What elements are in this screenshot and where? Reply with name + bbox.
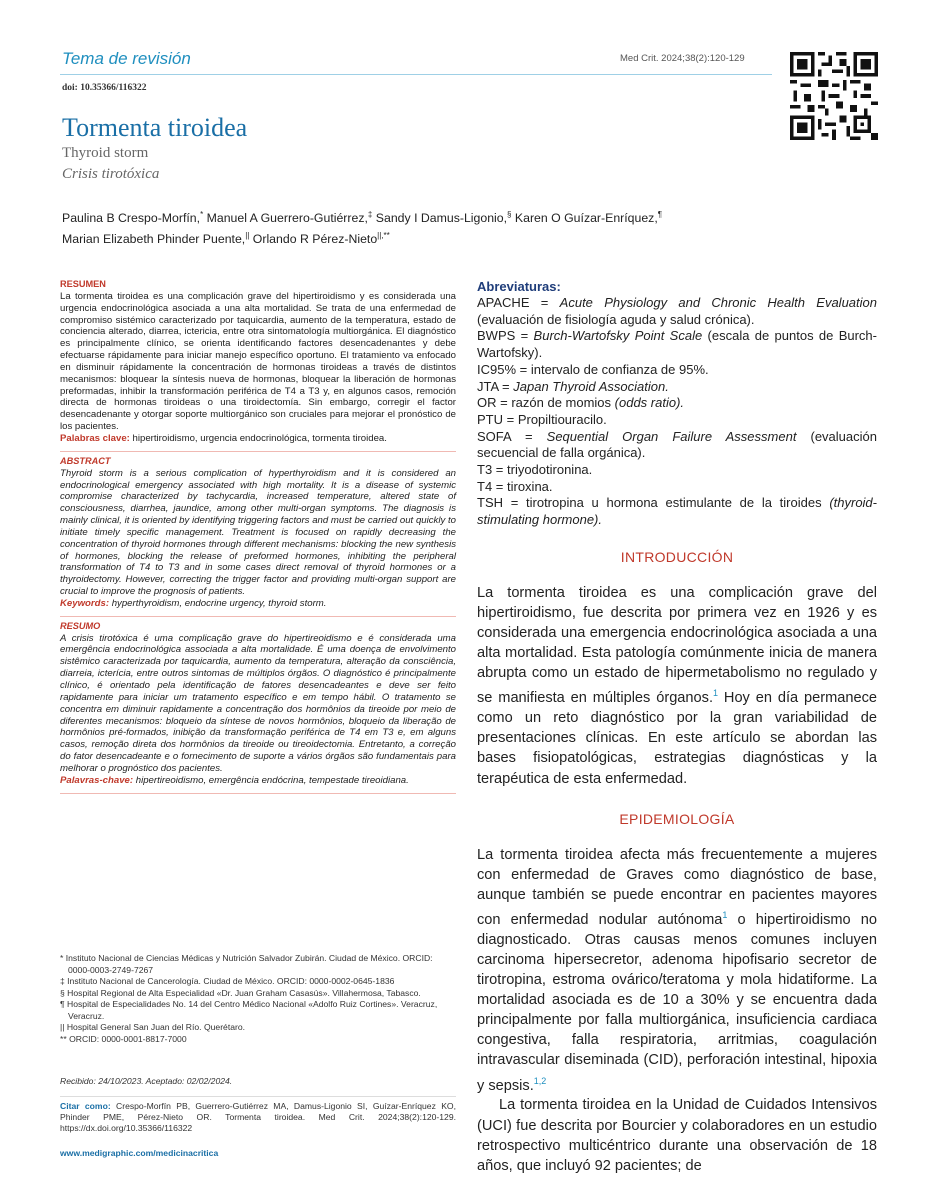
keywords-label: Keywords: [60, 597, 110, 609]
article-title: Tormenta tiroidea [62, 113, 248, 142]
abbr-term: SOFA = [477, 428, 547, 444]
author-mark: ||,** [377, 231, 390, 241]
abbr-term: OR = [477, 395, 512, 411]
author-name: Manuel A Guerrero-Gutiérrez, [206, 211, 368, 226]
abbr-term: BWPS = [477, 328, 534, 344]
abbreviation-item [477, 429, 877, 462]
para-text: La tormenta tiroidea afecta más frecuentemente a mujeres con enfermedad de Graves como diagnóstico de base, aunque también se puede encontrar en pacientes mayores con enfermedad nodular autónoma [477, 846, 877, 928]
abstract-section [60, 456, 456, 610]
section-divider [60, 616, 456, 617]
footnote-item: ‡ Instituto Nacional de Cancerología. Ciudad de México. ORCID: 0000-0002-0645-1836 [60, 976, 395, 986]
keywords-label: Palavras-chave: [60, 774, 134, 786]
article-title-english: Thyroid storm [62, 145, 149, 161]
abbreviation-item [477, 328, 877, 361]
keywords-value: hipertiroidismo, urgencia endocrinológica, tormenta tiroidea. [129, 432, 387, 444]
footnote-item: || Hospital General San Juan del Río. Querétaro. [60, 1022, 246, 1032]
author-name: Karen O Guízar-Enríquez, [514, 211, 658, 226]
author-name: Marian Elizabeth Phinder Puente, [62, 232, 246, 247]
abbr-def-italic: Acute Physiology and Chronic Health Evaluation [559, 295, 877, 310]
resumen-keywords [60, 433, 456, 445]
abbr-def: (evaluación secuencial de falla orgánica). [477, 428, 877, 461]
resumen-heading: RESUMEN [60, 279, 106, 289]
author-mark: ¶ [657, 210, 663, 219]
epidemiologia-heading: EPIDEMIOLOGÍA [619, 810, 735, 827]
abbreviation-item [477, 362, 877, 379]
epidemiologia-paragraph [477, 845, 877, 1096]
abbr-def-italic: (thyroid-stimulating hormone). [477, 495, 877, 528]
author-mark: || [245, 231, 250, 241]
abbr-def: tirotropina u hormona estimulante de la tiroides [526, 495, 830, 511]
abbr-def-italic: Sequential Organ Failure Assessment [546, 428, 797, 444]
author-mark: § [507, 210, 512, 219]
abbr-def-italic: (odds ratio). [614, 395, 685, 411]
abbr-def-italic: Japan Thyroid Association. [513, 378, 669, 394]
journal-citation: Med Crit. 2024;38(2):120-129 [620, 53, 745, 64]
introduccion-paragraph [477, 583, 877, 789]
footnote-item: ** ORCID: 0000-0001-8817-7000 [60, 1033, 187, 1044]
epidemiologia-paragraph: La tormenta tiroidea en la Unidad de Cuidados Intensivos (UCI) fue descrita por Bourcier y colaboradores en un estudio retrospectivo multicéntrico durante una observación de 18 años, que incluyó 92 pacientes; de [477, 1097, 877, 1174]
footnote-item: ¶ Hospital de Especialidades No. 14 del Centro Médico Nacional «Adolfo Ruiz Cortines». Veracruz, Veracruz. [60, 999, 438, 1021]
abbr-term: APACHE = [477, 295, 560, 310]
author-mark: * [200, 210, 204, 219]
abbreviations-heading: Abreviaturas: [477, 279, 561, 294]
abstract-text: Thyroid storm is a serious complication of hyperthyroidism and it is considered an endocrinological emergency associated with high mortality. It is a disease of systemic compromise characterized by tachycardia, increased temperature, altered state of consciousness, diarrhea, jaundice, among other multi-organ symptoms. The diagnosis is mainly clinical, it is oriented by identifying triggering factors and must be carried out quickly to initiate timely specific management. Treatment is focused on rapidly decreasing the concentration of thyroid hormones through different mechanisms: blocking the new synthesis of hormones, blocking the release of preformed hormones, inhibiting the peripheral transformation of T4 to T3 and in some cases direct removal of thyroid hormones or a thyroidectomy. However, correcting the trigger factor and providing multi-organ support are crucial to improve the prognosis of patients. [60, 467, 456, 598]
abbreviation-item [477, 495, 877, 528]
qr-code-icon [790, 52, 878, 140]
resumo-section [60, 621, 456, 787]
resumo-heading: RESUMO [60, 620, 101, 631]
abbreviation-item [477, 462, 877, 479]
abbr-def: razón de momios [511, 395, 615, 411]
author-list [62, 206, 842, 248]
footnote-item: * Instituto Nacional de Ciencias Médicas y Nutrición Salvador Zubirán. Ciudad de México. ORCID: 0000-0003-2749-7267 [60, 953, 433, 975]
reference-link[interactable]: 1,2 [533, 1075, 547, 1086]
abbr-term: IC95% = [477, 361, 531, 377]
resumo-keywords [60, 775, 456, 787]
cite-as [60, 1101, 456, 1134]
abbr-term: JTA = [477, 378, 514, 394]
resumo-text: A crisis tirotóxica é uma complicação grave do hipertireoidismo e é considerada uma emergência endocrinológica associada a alta mortalidade. É uma doença de envolvimento sistêmico caracterizada por taquicardia, aumento da temperatura, alteração da consciência, diarreia, icterícia, entre outros sintomas de múltiplos órgãos. O diagnóstico é principalmente clínico, é orientado pela identificação de fatores desencadeantes e deve ser feito rapidamente para iniciar um tratamento específico e em tempo hábil. O tratamento se concentra em diminuir rapidamente a concentração dos hormônios da tireoide por meio de diferentes mecanismos: bloqueio da síntese de novos hormônios, bloqueio da liberação de hormônios pré-formados, inibição da transformação periférica de T4 em T3 e, em alguns casos, remoção direta dos hormônios da tireoide ou tireoidectomia. Entretanto, a correção do fator desencadeante e o fornecimento de suporte a vários órgãos são fundamentais para melhorar o prognóstico dos pacientes. [60, 632, 456, 774]
para-text: Hoy en día permanece como un reto diagnóstico por la gran variabilidad de presentaciones clínicas. En este artículo se abordan las bases fisiopatológicas, estrategias diagnósticas y la terapéutica de esta enfermedad. [477, 690, 877, 787]
abstract-keywords [60, 598, 456, 610]
keywords-label: Palabras clave: [60, 432, 130, 444]
abbr-term: T4 = [477, 478, 507, 494]
article-title-alternate: Crisis tirotóxica [62, 166, 160, 182]
reference-link[interactable]: 1 [722, 909, 728, 920]
section-divider [60, 451, 456, 452]
cite-label: Citar como: [60, 1101, 111, 1111]
abstracts-column [60, 279, 456, 798]
journal-website-link[interactable]: www.medigraphic.com/medicinacritica [60, 1148, 219, 1158]
abbr-def: Propiltiouracilo. [517, 411, 607, 427]
keywords-value: hyperthyroidism, endocrine urgency, thyroid storm. [109, 597, 327, 609]
section-divider [60, 793, 456, 794]
abbr-term: TSH = [477, 495, 527, 511]
abbr-def: triyodotironina. [507, 462, 593, 478]
abbr-def: tiroxina. [507, 478, 553, 494]
abbr-def: (escala de puntos de Burch-Wartofsky). [477, 328, 877, 361]
footnote-item: § Hospital Regional de Alta Especialidad «Dr. Juan Graham Casasús». Villahermosa, Tabasco. [60, 987, 421, 998]
doi-label: doi: 10.35366/116322 [62, 83, 147, 93]
abbr-def: intervalo de confianza de 95%. [530, 361, 709, 377]
cite-divider [60, 1096, 456, 1097]
resumen-text: La tormenta tiroidea es una complicación grave del hipertiroidismo y es considerada una urgencia endocrinológica asociada a una alta mortalidad. Se trata de una enfermedad de compromiso sistémico caracterizado por taquicardia, aumento de la temperatura, estado de conciencia alterado, diarrea, ictericia, entre otra sintomatología multiorgánica. El diagnóstico es principalmente clínico, se orienta identificando factores desencadenantes y debe efectuarse rápidamente para iniciar manejo específico oportuno. El tratamiento va enfocado en disminuir rápidamente la concentración de hormonas tiroideas a través de distintos mecanismos: bloquear la síntesis nueva de hormonas, bloquear la liberación de hormonas preformadas, inhibir la transformación periférica de T4 a T3 y, en algunos casos, remoción directa de hormonas tiroideas o una tiroidectomía. Sin embargo, corregir el factor desencadenante y otorgar soporte multiorgánico son cruciales para mejorar el pronóstico de los pacientes. [60, 290, 456, 433]
abbreviation-item [477, 395, 877, 412]
abbr-def-italic: Burch-Wartofsky Point Scale [533, 328, 703, 344]
abbr-term: PTU = [477, 411, 518, 427]
abbreviation-item [477, 412, 877, 429]
author-name: Paulina B Crespo-Morfín, [62, 211, 201, 226]
reference-link[interactable]: 1 [713, 688, 719, 699]
abbr-def: (evaluación de fisiología aguda y salud crónica). [477, 311, 755, 327]
cite-text: Crespo-Morfín PB, Guerrero-Gutiérrez MA, Damus-Ligonio SI, Guízar-Enríquez KO, Phinder PME, Pérez-Nieto OR. Tormenta tiroidea. Med Crit. 2024;38(2):120-129. https://dx.doi.org/10.35366/116322 [60, 1101, 457, 1133]
section-label: Tema de revisión [62, 49, 191, 68]
abbr-term: T3 = [477, 462, 507, 478]
para-text: o hipertiroidismo no diagnosticado. Otras causas menos comunes incluyen carcinoma hipersecretor, adenoma hipofisario secretor de tirotropina, estroma ovárico/teratoma y mola hidatiforme. La mortalidad asociada es de 10 a 30% y se encuentra dada principalmente por falla multiorgánica, insuficiencia cardiaca congestiva, falla respiratoria, arritmias, coagulación intravascular diseminada (CID), perforación intestinal, hipoxia y sepsis. [477, 911, 877, 1094]
abbreviation-item [477, 379, 877, 396]
abstract-heading: ABSTRACT [60, 455, 111, 466]
header-divider [60, 74, 772, 75]
author-name: Sandy I Damus-Ligonio, [375, 211, 508, 226]
main-column [477, 279, 877, 1176]
introduccion-heading: INTRODUCCIÓN [620, 548, 734, 565]
abbreviation-item [477, 295, 877, 328]
keywords-value: hipertireoidismo, emergência endócrina, tempestade tireoidiana. [133, 774, 409, 786]
para-text: La tormenta tiroidea es una complicación grave del hipertiroidismo, fue descrita por primera vez en 1926 y es considerada una emergencia endocrinológica asociada a una alta mortalidad. Esta patología comúnmente inicia de manera abrupta como un estado de hipermetabolismo no regulado y se manifiesta en múltiples órganos. [477, 584, 877, 707]
resumen-section [60, 279, 456, 445]
author-mark: ‡ [367, 210, 373, 219]
received-dates: Recibido: 24/10/2023. Aceptado: 02/02/2024. [60, 1076, 233, 1086]
author-name: Orlando R Pérez-Nieto [252, 232, 378, 247]
abbreviation-item [477, 479, 877, 496]
affiliation-footnotes [60, 953, 456, 1045]
